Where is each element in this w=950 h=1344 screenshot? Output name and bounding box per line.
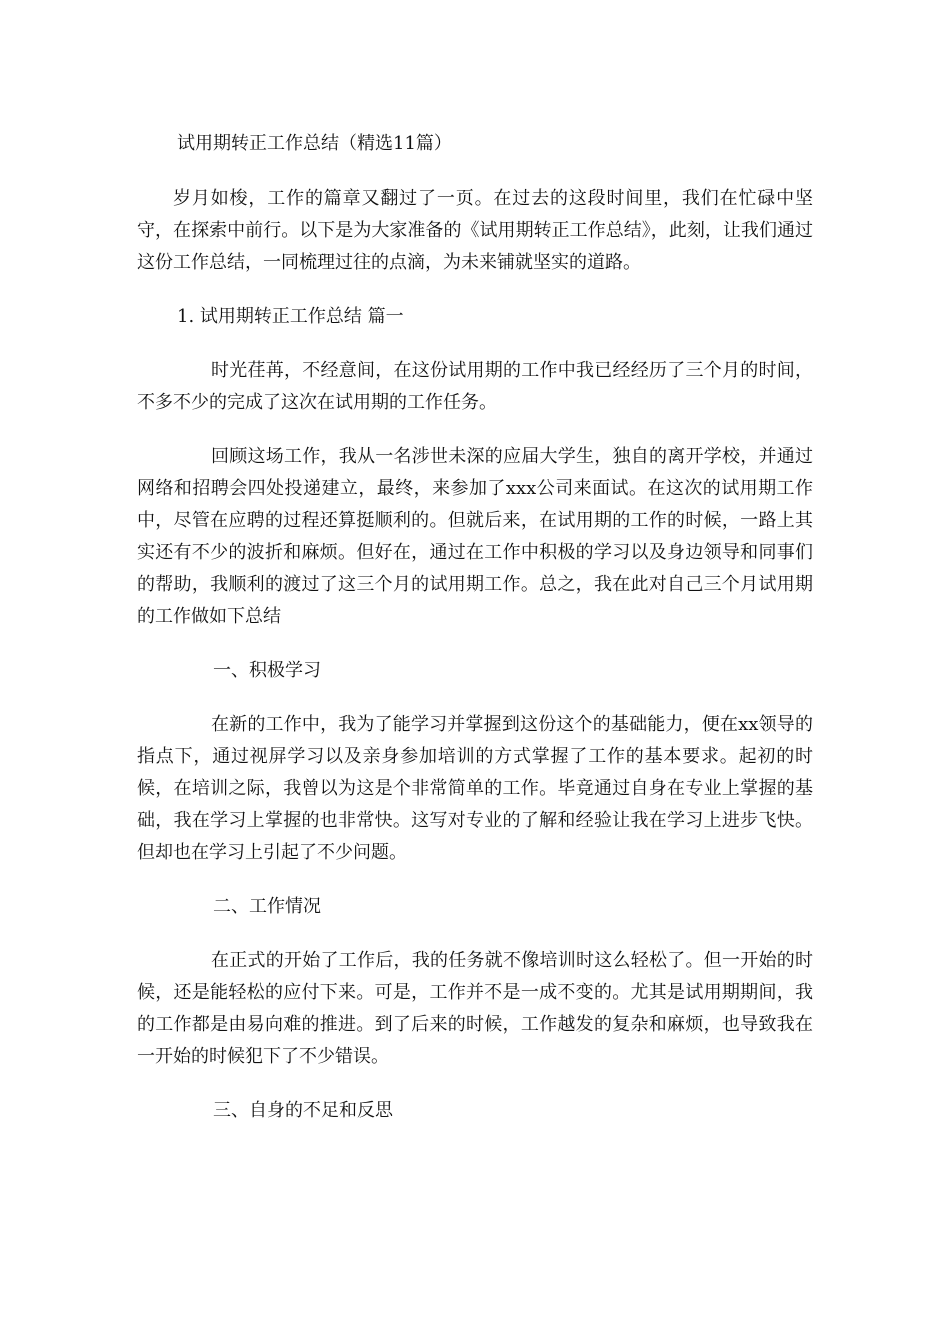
body-paragraph: 回顾这场工作，我从一名涉世未深的应届大学生，独自的离开学校，并通过网络和招聘会四处投递建立，最终，来参加了xxx公司来面试。在这次的试用期工作中，尽管在应聘的过程还算挺顺利的。但就后来，在试用期的工作的时候，一路上其实还有不少的波折和麻烦。但好在，通过在工作中积极的学习以及身边领导和同事们的帮助，我顺利的渡过了这三个月的试用期工作。总之，我在此对自己三个月试用期的工作做如下总结 [137, 446, 813, 627]
subheading-work: 二、工作情况 [213, 896, 321, 917]
document-title: 试用期转正工作总结（精选11篇） [177, 133, 452, 154]
subheading-learning: 一、积极学习 [213, 660, 321, 681]
body-paragraph: 时光荏苒，不经意间，在这份试用期的工作中我已经经历了三个月的时间，不多不少的完成了这次在试用期的工作任务。 [137, 360, 813, 413]
subheading-reflection: 三、自身的不足和反思 [213, 1100, 393, 1121]
intro-paragraph: 岁月如梭，工作的篇章又翻过了一页。在过去的这段时间里，我们在忙碌中坚守，在探索中前行。以下是为大家准备的《试用期转正工作总结》，此刻，让我们通过这份工作总结，一同梳理过往的点滴，为未来铺就坚实的道路。 [137, 188, 813, 273]
document-body [137, 128, 813, 1149]
body-paragraph: 在新的工作中，我为了能学习并掌握到这份这个的基础能力，便在xx领导的指点下，通过视屏学习以及亲身参加培训的方式掌握了工作的基本要求。起初的时候，在培训之际，我曾以为这是个非常简单的工作。毕竟通过自身在专业上掌握的基础，我在学习上掌握的也非常快。这写对专业的了解和经验让我在学习上进步飞快。但却也在学习上引起了不少问题。 [137, 714, 813, 863]
section-title: 1. 试用期转正工作总结 篇一 [177, 306, 404, 327]
body-paragraph: 在正式的开始了工作后，我的任务就不像培训时这么轻松了。但一开始的时候，还是能轻松的应付下来。可是，工作并不是一成不变的。尤其是试用期期间，我的工作都是由易向难的推进。到了后来的时候，工作越发的复杂和麻烦，也导致我在一开始的时候犯下了不少错误。 [137, 950, 813, 1067]
